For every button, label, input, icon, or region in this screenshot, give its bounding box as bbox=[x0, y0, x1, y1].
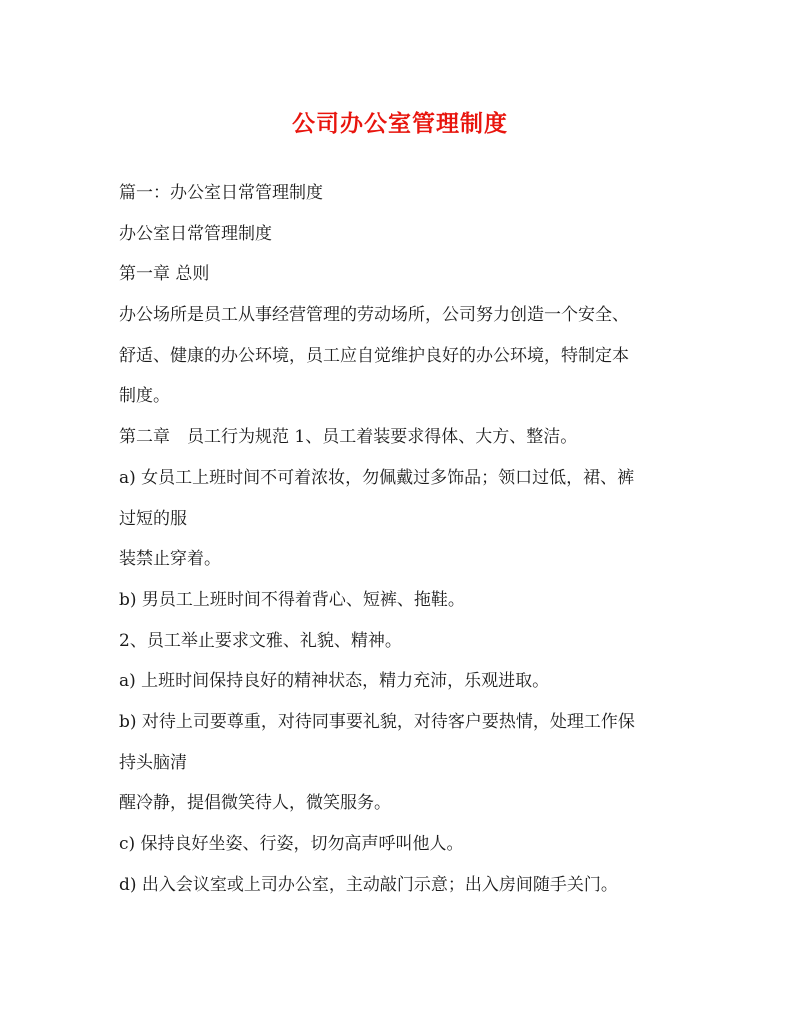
text-line: 篇一：办公室日常管理制度 bbox=[119, 183, 323, 203]
text-line: a) 女员工上班时间不可着浓妆，勿佩戴过多饰品；领口过低，裙、裤 bbox=[119, 467, 635, 488]
text-line: 装禁止穿着。 bbox=[119, 549, 221, 570]
text-line: 办公场所是员工从事经营管理的劳动场所，公司努力创造一个安全、 bbox=[119, 305, 629, 326]
text-line: 办公室日常管理制度 bbox=[119, 223, 272, 244]
text-line: a) 上班时间保持良好的精神状态，精力充沛，乐观进取。 bbox=[119, 671, 550, 692]
text-line: 持头脑清 bbox=[119, 752, 187, 773]
text-line: 舒适、健康的办公环境，员工应自觉维护良好的办公环境，特制定本 bbox=[119, 345, 629, 366]
text-line: 过短的服 bbox=[119, 508, 187, 529]
text-line: 2、员工举止要求文雅、礼貌、精神。 bbox=[119, 630, 402, 651]
document-title: 公司办公室管理制度 bbox=[292, 110, 508, 137]
text-line: d) 出入会议室或上司办公室，主动敲门示意；出入房间随手关门。 bbox=[119, 874, 618, 895]
text-line: 第一章 总则 bbox=[119, 264, 210, 285]
text-line: b) 男员工上班时间不得着背心、短裤、拖鞋。 bbox=[119, 589, 465, 610]
text-line: c) 保持良好坐姿、行姿，切勿高声呼叫他人。 bbox=[119, 834, 464, 854]
document-body bbox=[119, 173, 689, 905]
text-line: b) 对待上司要尊重，对待同事要礼貌，对待客户要热情，处理工作保 bbox=[119, 711, 635, 732]
text-line: 醒冷静，提倡微笑待人，微笑服务。 bbox=[119, 793, 391, 814]
text-line: 制度。 bbox=[119, 386, 170, 407]
text-line: 第二章 员工行为规范 1、员工着装要求得体、大方、整洁。 bbox=[119, 427, 578, 448]
